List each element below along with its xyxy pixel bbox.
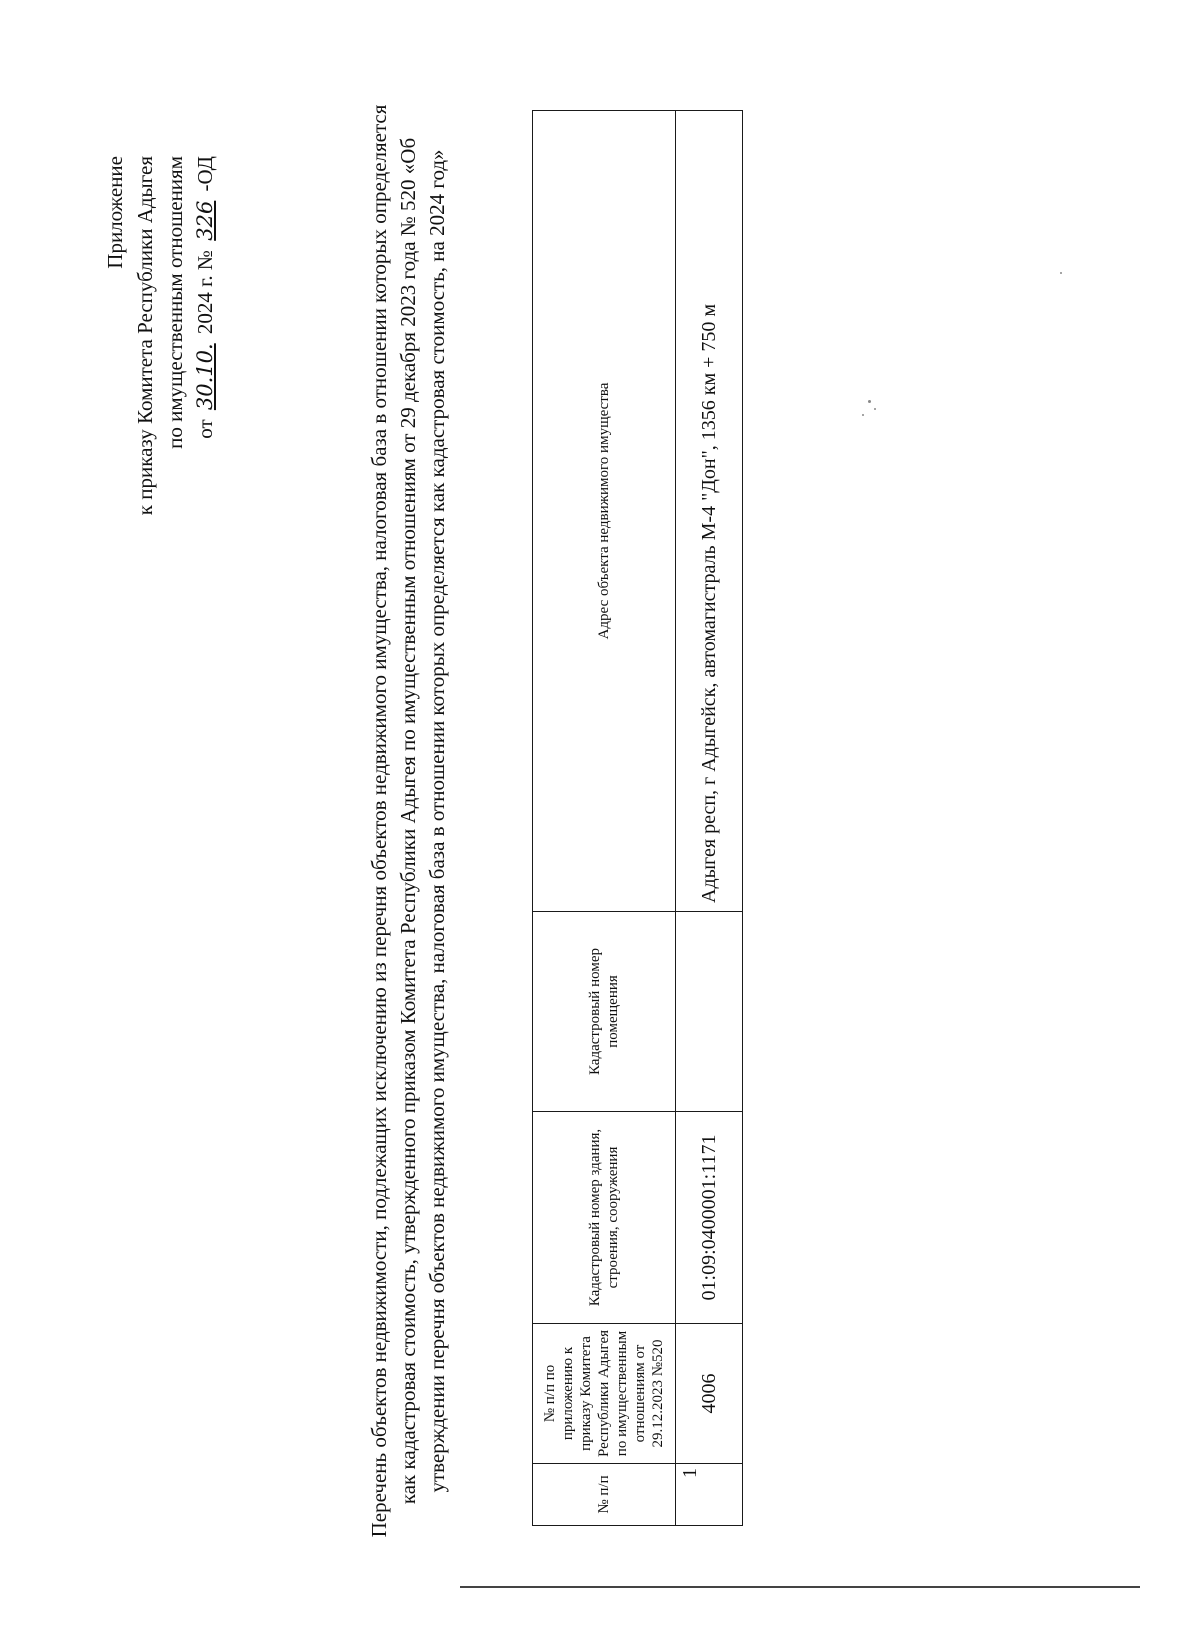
appendix-label: Приложение bbox=[103, 156, 127, 269]
order-suffix: -ОД bbox=[193, 156, 217, 192]
document-title: Перечень объектов недвижимости, подлежащих исключению из перечня объектов недвижимого имущества, налоговая база в отношении которых определяется как кадастровая стоимость, утвержденного приказом Комитета Республики Адыгея по имущественным отношениям от 29 декабря 2023 года № 520 «Об утверждении перечня объектов недвижимого имущества, налоговая база в отношении которых определяется как кадастровая стоимость, на 2024 год» bbox=[367, 104, 449, 1538]
handwritten-order-number: 326 bbox=[193, 200, 217, 241]
table-row bbox=[676, 111, 743, 1526]
appendix-order-ref: к приказу Комитета Республики Адыгея bbox=[133, 156, 157, 516]
date-prefix: от bbox=[193, 419, 217, 439]
property-table bbox=[532, 110, 743, 1526]
header-premises-cadastral: Кадастровый номер помещения bbox=[533, 912, 676, 1112]
cell-premises-cadastral bbox=[676, 912, 743, 1112]
scan-speck bbox=[1060, 272, 1062, 274]
header-prev-num: № п/п по приложению к приказу Комитета Республики Адыгея по имущественным отношениям от 29.12.2023 №520 bbox=[533, 1324, 676, 1464]
cell-address: Адыгея респ, г Адыгейск, автомагистраль М-4 "Дон", 1356 км + 750 м bbox=[676, 111, 743, 912]
header-building-cadastral: Кадастровый номер здания, строения, сооружения bbox=[533, 1112, 676, 1324]
scan-speck bbox=[862, 414, 864, 416]
scan-edge-line bbox=[460, 1586, 1140, 1588]
handwritten-date: 30.10. bbox=[193, 343, 217, 411]
scan-speck bbox=[874, 408, 876, 410]
cell-building-cadastral: 01:09:0400001:1171 bbox=[676, 1112, 743, 1324]
appendix-date-line bbox=[190, 156, 220, 856]
appendix-header bbox=[100, 156, 220, 856]
cell-prev-num: 4006 bbox=[676, 1324, 743, 1464]
appendix-committee: по имущественным отношениям bbox=[163, 156, 187, 449]
table-header-row bbox=[533, 111, 676, 1526]
header-num: № п/п bbox=[533, 1464, 676, 1526]
header-address: Адрес объекта недвижимого имущества bbox=[533, 111, 676, 912]
cell-num: 1 bbox=[676, 1464, 743, 1526]
scan-speck bbox=[868, 400, 871, 403]
date-year: 2024 г. № bbox=[193, 250, 217, 335]
